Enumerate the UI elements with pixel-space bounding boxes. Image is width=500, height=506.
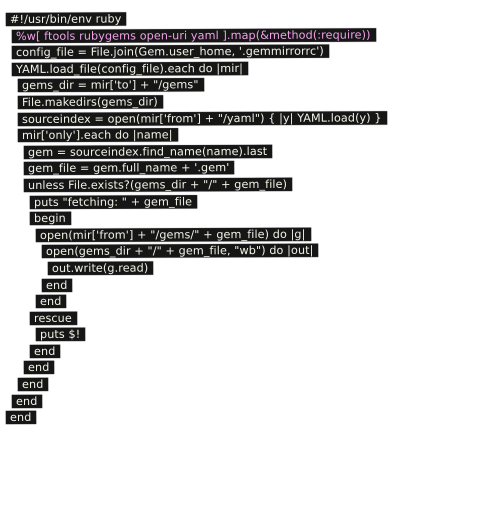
code-line [6,292,496,309]
code-line-text: #!/usr/bin/env ruby [6,12,127,26]
code-line-text: gem = sourceindex.find_name(name).last [24,145,272,159]
code-line-text: mir['only'].each do |name| [18,128,178,142]
code-line-text: gems_dir = mir['to'] + "/gems" [18,79,204,93]
code-line [6,143,496,160]
code-line [6,76,496,93]
code-line-text: begin [30,212,71,225]
code-line [6,60,496,77]
code-line [6,226,496,243]
code-line [6,209,496,226]
code-line [6,126,496,143]
code-line-text: sourceindex = open(mir['from'] + "/yaml") { |y| YAML.load(y) } [18,111,387,126]
code-line-text: YAML.load_file(config_file).each do |mir| [12,62,248,76]
code-line-text: File.makedirs(gems_dir) [18,95,163,109]
code-line-text: end [24,361,54,374]
code-listing [6,10,496,425]
code-line [6,276,496,293]
code-line [6,375,496,392]
code-line-text: end [30,345,60,358]
code-line-text: end [42,278,72,291]
code-line-text: end [18,378,48,391]
code-line [6,358,496,375]
code-line [6,342,496,359]
code-line [6,408,496,425]
code-line [6,176,496,193]
code-line [6,159,496,176]
code-line-text: puts $! [36,328,85,341]
code-line [6,110,496,127]
code-line [6,27,496,44]
code-line-text: open(gems_dir + "/" + gem_file, "wb") do |out| [42,244,319,258]
code-line-text: config_file = File.join(Gem.user_home, '.gemmirrorrc') [12,45,329,59]
code-line-text: end [6,411,36,424]
code-line-text: unless File.exists?(gems_dir + "/" + gem_file) [24,178,292,192]
code-line-text: end [12,395,42,408]
code-line-text: puts "fetching: " + gem_file [30,195,197,209]
code-line [6,93,496,110]
code-line-text: %w[ ftools rubygems open-uri yaml ].map(&method(:require)) [12,28,376,43]
code-line [6,309,496,326]
code-line-text: gem_file = gem.full_name + '.gem' [24,161,234,175]
code-line-text: end [36,295,66,308]
code-line [6,43,496,60]
code-line-text: open(mir['from'] + "/gems/" + gem_file) do |g| [36,228,311,242]
code-line [6,392,496,409]
code-line [6,193,496,210]
code-line [6,259,496,276]
code-line-text: rescue [30,311,77,324]
code-line [6,242,496,259]
code-line [6,10,496,27]
code-line [6,325,496,342]
code-line-text: out.write(g.read) [48,261,153,274]
